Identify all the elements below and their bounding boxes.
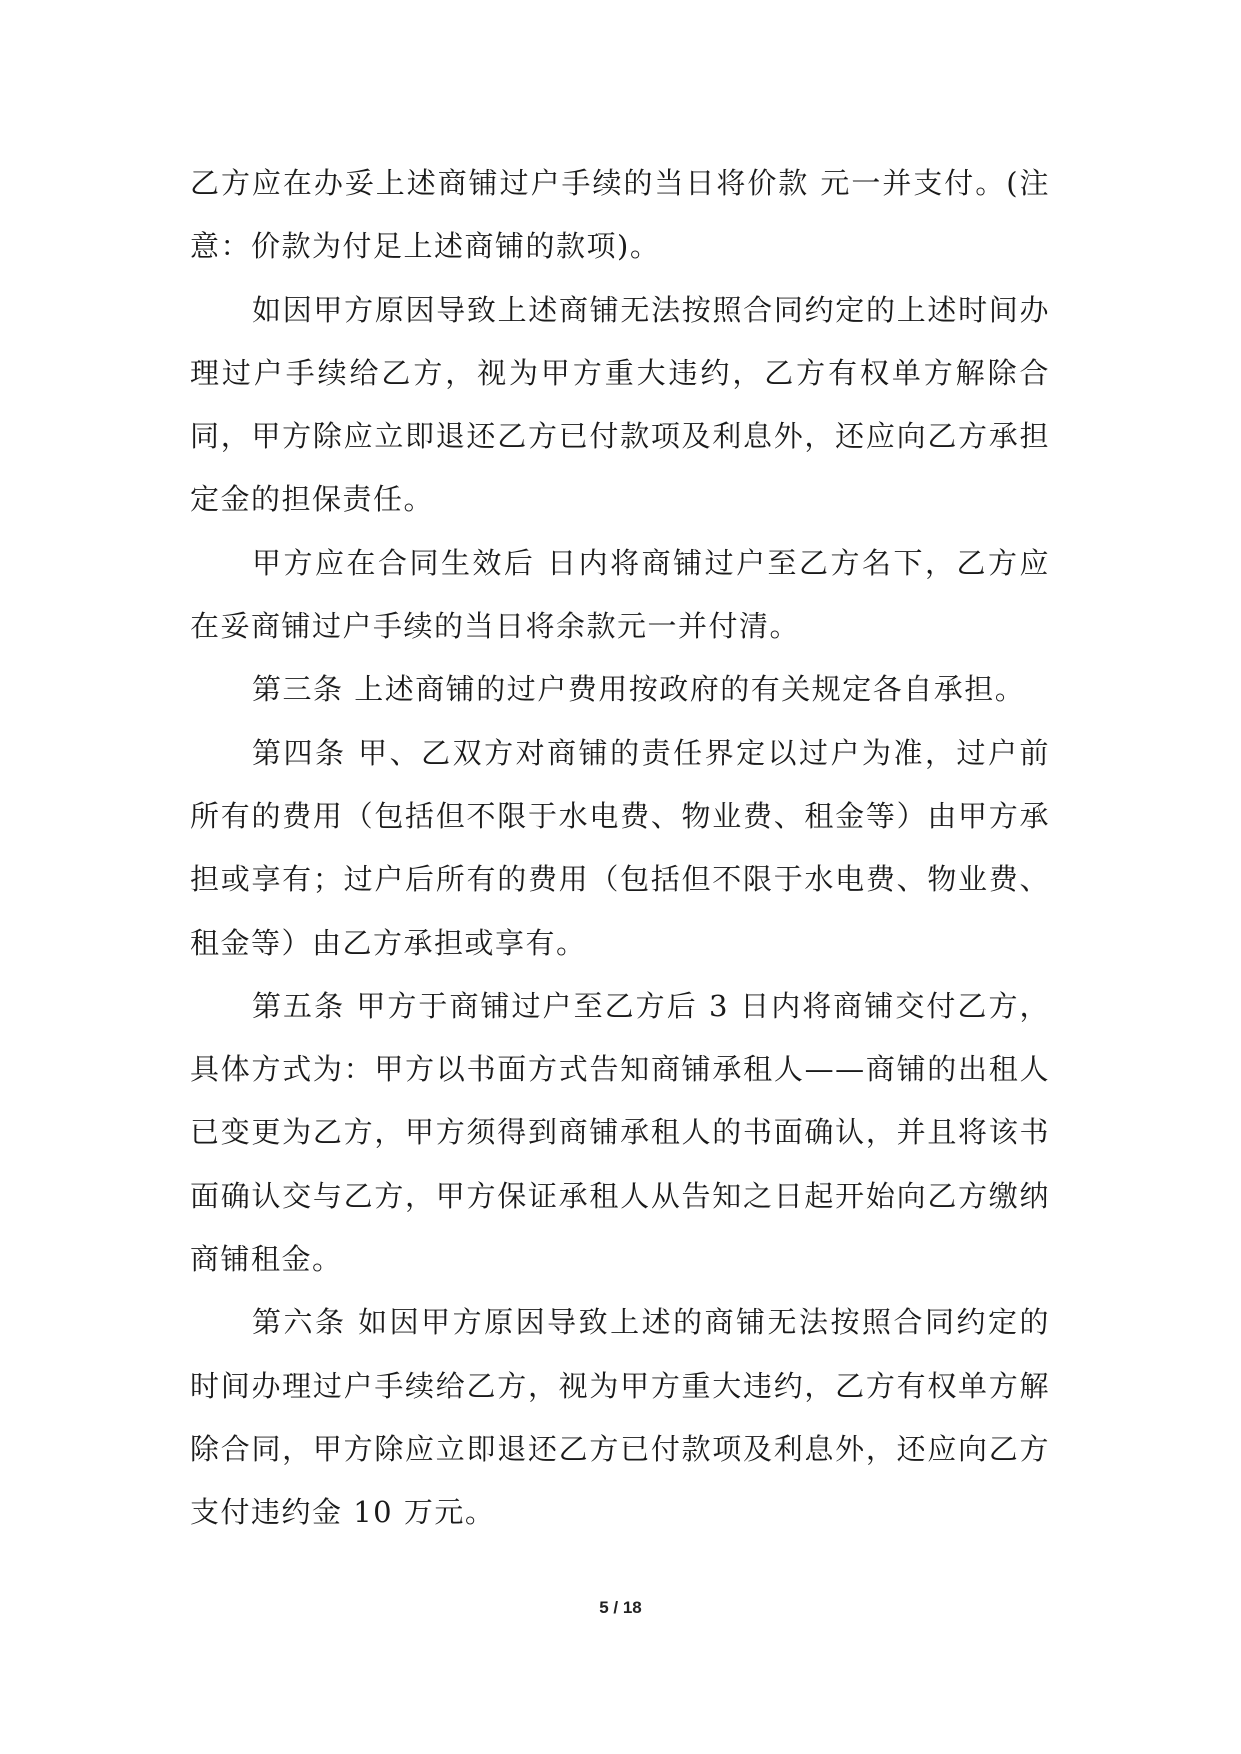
paragraph-payment-continuation: 乙方应在办妥上述商铺过户手续的当日将价款 元一并支付。(注意：价款为付足上述商铺的款项)。 [190,166,1050,264]
article-three: 第三条 上述商铺的过户费用按政府的有关规定各自承担。 [252,672,1026,707]
document-body [190,152,1050,1545]
paragraph-transfer-deadline: 甲方应在合同生效后 日内将商铺过户至乙方名下，乙方应在妥商铺过户手续的当日将余款元一并付清。 [190,545,1050,644]
article-five: 第五条 甲方于商铺过户至乙方后 3 日内将商铺交付乙方，具体方式为：甲方以书面方式告知商铺承租人——商铺的出租人已变更为乙方，甲方须得到商铺承租人的书面确认，并且将该书面确认交与乙方，甲方保证承租人从告知之日起开始向乙方缴纳商铺租金。 [190,988,1050,1277]
article-four: 第四条 甲、乙双方对商铺的责任界定以过户为准，过户前所有的费用（包括但不限于水电费、物业费、租金等）由甲方承担或享有；过户后所有的费用（包括但不限于水电费、物业费、租金等）由乙方承担或享有。 [190,735,1050,960]
paragraph-breach-transfer: 如因甲方原因导致上述商铺无法按照合同约定的上述时间办理过户手续给乙方，视为甲方重大违约，乙方有权单方解除合同，甲方除应立即退还乙方已付款项及利息外，还应向乙方承担定金的担保责任。 [190,292,1050,517]
page-number: 5 / 18 [599,1598,642,1617]
article-six: 第六条 如因甲方原因导致上述的商铺无法按照合同约定的时间办理过户手续给乙方，视为甲方重大违约，乙方有权单方解除合同，甲方除应立即退还乙方已付款项及利息外，还应向乙方支付违约金 10 万元。 [190,1305,1050,1530]
